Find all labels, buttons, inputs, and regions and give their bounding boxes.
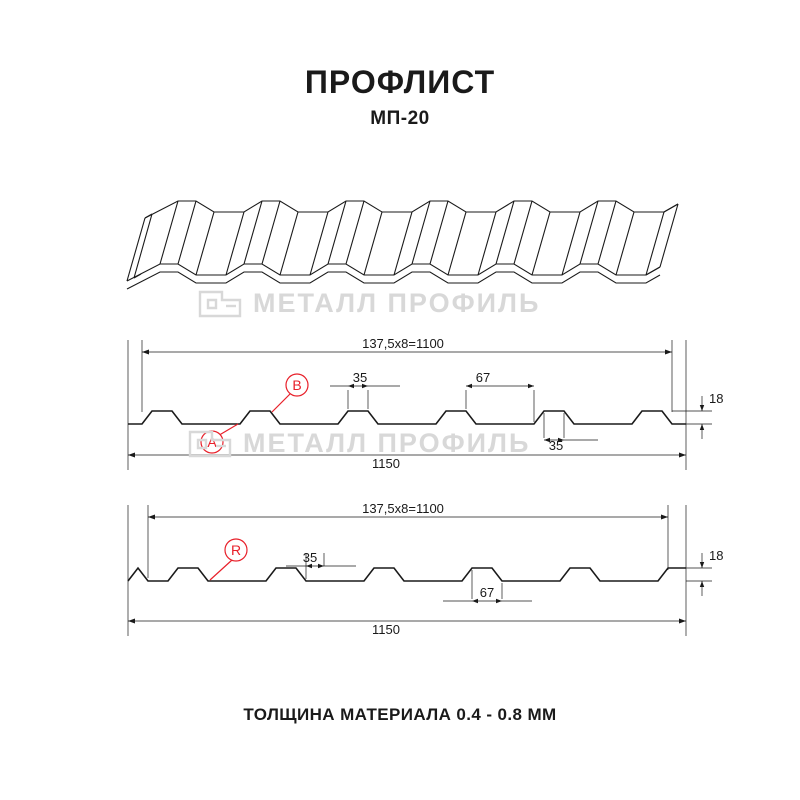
- marker-r-label: R: [230, 542, 242, 558]
- marker-a-label: A: [207, 434, 217, 450]
- dim-bottom-pitch-35: 35: [302, 550, 318, 565]
- material-thickness-note: ТОЛЩИНА МАТЕРИАЛА 0.4 - 0.8 ММ: [243, 705, 557, 724]
- dim-top-pitch-35b: 35: [548, 438, 564, 453]
- dim-bottom-height: 18: [709, 548, 724, 563]
- watermark-text-bottom: МЕТАЛЛ ПРОФИЛЬ: [243, 428, 531, 458]
- page-title: ПРОФЛИСТ: [304, 64, 496, 100]
- model-title: МП-20: [370, 108, 430, 129]
- dim-bottom-total: 1150: [372, 622, 400, 637]
- bottom-profile-section: [128, 505, 712, 636]
- dim-top-pitch-35: 35: [352, 370, 368, 385]
- marker-b-label: B: [292, 377, 302, 393]
- dim-top-height: 18: [709, 391, 724, 406]
- watermark-text-top: МЕТАЛЛ ПРОФИЛЬ: [253, 288, 541, 318]
- watermark-logo-bottom: [186, 426, 238, 460]
- dim-bottom-overall: 137,5х8=1100: [362, 501, 444, 516]
- dim-bottom-pitch-67: 67: [479, 585, 495, 600]
- isometric-sheet: [127, 201, 678, 289]
- dim-top-overall: 137,5х8=1100: [362, 336, 444, 351]
- watermark-logo-top: [196, 286, 248, 320]
- dim-top-total: 1150: [372, 456, 400, 471]
- dim-top-pitch-67: 67: [475, 370, 491, 385]
